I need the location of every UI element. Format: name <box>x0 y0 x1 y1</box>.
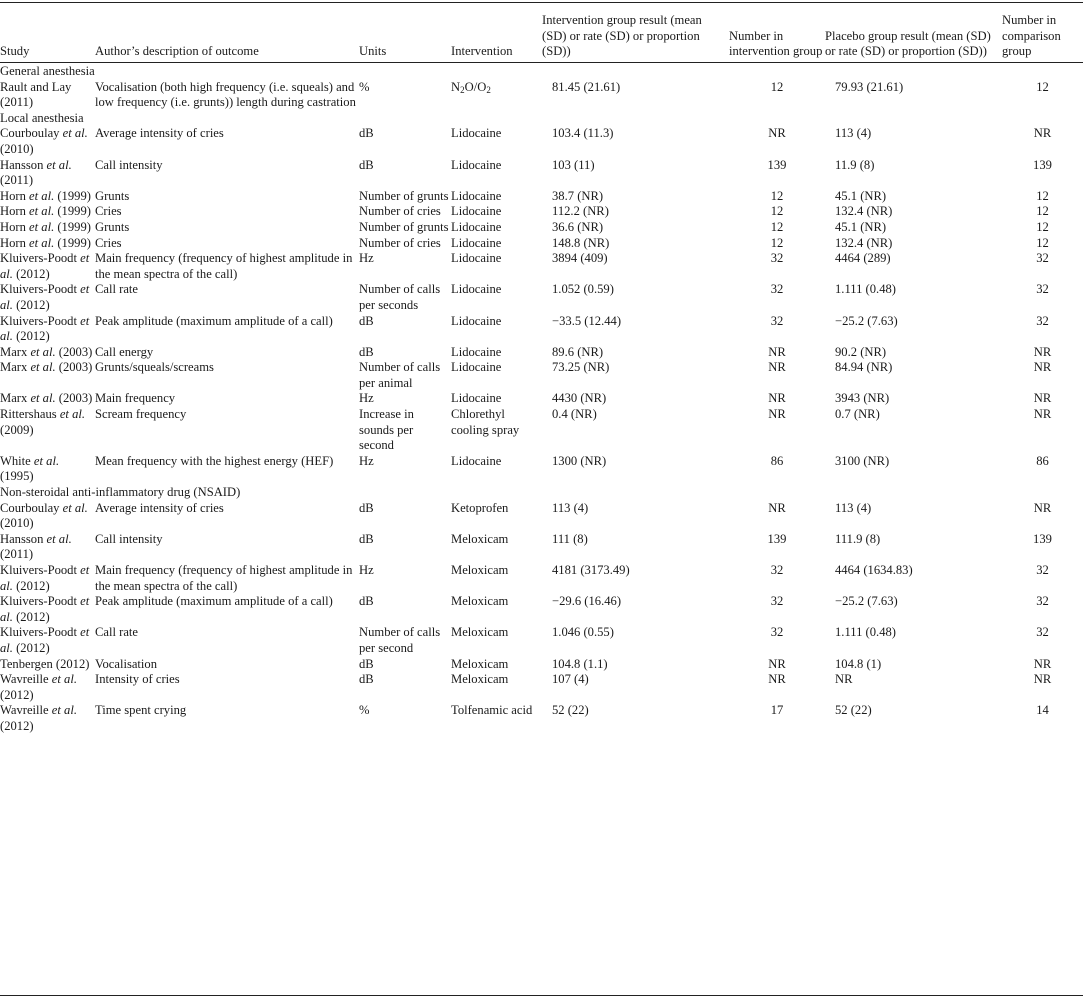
cell-intervention-result: −33.5 (12.44) <box>552 313 622 328</box>
cell-placebo-result: −25.2 (7.63) <box>835 313 898 328</box>
section-heading-row <box>0 60 1083 80</box>
header-units: Units <box>359 44 387 59</box>
cell-intervention-result: 103.4 (11.3) <box>552 126 614 141</box>
cell-intervention-result: 111 (8) <box>552 531 588 546</box>
table-row <box>0 360 1083 391</box>
table-row <box>0 189 1083 205</box>
cell-study: Horn et al. (1999) <box>0 219 91 234</box>
table-row <box>0 236 1083 252</box>
cell-study: Kluivers-Poodt et al. (2012) <box>0 625 90 655</box>
table-row <box>0 532 1083 563</box>
section-heading: Non-steroidal anti-inflammatory drug (NSAID) <box>0 485 241 500</box>
cell-units: Number of calls per second <box>359 625 441 655</box>
cell-placebo-result: 113 (4) <box>835 126 872 141</box>
cell-comparison-n: NR <box>1033 656 1052 671</box>
table-row <box>0 204 1083 220</box>
cell-study: Marx et al. (2003) <box>0 344 93 359</box>
cell-description: Call intensity <box>95 531 163 546</box>
cell-intervention-n: NR <box>768 407 786 422</box>
cell-intervention-result: 52 (22) <box>552 703 589 718</box>
cell-intervention: Lidocaine <box>451 126 502 141</box>
cell-comparison-n: 32 <box>1036 313 1049 328</box>
header-study: Study <box>0 44 30 59</box>
cell-intervention-n: NR <box>768 656 786 671</box>
table-row <box>0 657 1083 673</box>
cell-intervention-n: 32 <box>770 563 784 577</box>
cell-intervention: Lidocaine <box>451 157 502 172</box>
table-row <box>0 454 1083 485</box>
cell-intervention-n: 139 <box>767 157 787 172</box>
table-row <box>0 314 1083 345</box>
cell-study: White et al. (1995) <box>0 453 60 484</box>
cell-description: Vocalisation (both high frequency (i.e. squeals) and low frequency (i.e. grunts)) length during castration <box>95 79 356 110</box>
cell-placebo-result: 1.111 (0.48) <box>835 625 896 640</box>
cell-comparison-n: 12 <box>1036 235 1049 250</box>
cell-comparison-n: 32 <box>1036 282 1049 297</box>
cell-intervention: Meloxicam <box>451 531 509 546</box>
cell-study: Marx et al. (2003) <box>0 360 93 375</box>
cell-intervention-result: 4430 (NR) <box>552 391 607 406</box>
cell-intervention: Meloxicam <box>451 672 509 687</box>
table-row <box>0 251 1083 282</box>
cell-comparison-n: 32 <box>1036 251 1049 266</box>
table-row <box>0 672 1083 703</box>
cell-comparison-n: 86 <box>1036 453 1049 468</box>
cell-description: Cries <box>95 235 122 250</box>
cell-intervention: Lidocaine <box>451 391 502 406</box>
cell-description: Main frequency (frequency of highest amplitude in the mean spectra of the call) <box>95 251 353 281</box>
cell-intervention-n: 139 <box>767 531 787 546</box>
cell-intervention-n: 12 <box>770 204 784 219</box>
cell-intervention-n: 32 <box>770 313 784 328</box>
cell-comparison-n: NR <box>1033 500 1052 515</box>
table-row <box>0 126 1083 157</box>
cell-comparison-n: 12 <box>1036 188 1049 203</box>
cell-placebo-result: NR <box>835 672 853 687</box>
cell-description: Main frequency <box>95 391 176 406</box>
cell-intervention-result: −29.6 (16.46) <box>552 594 622 609</box>
cell-units: Hz <box>359 453 374 468</box>
table-row <box>0 282 1083 313</box>
cell-units: Number of cries <box>359 235 441 250</box>
cell-intervention: Chlorethyl cooling spray <box>451 407 520 437</box>
cell-study: Horn et al. (1999) <box>0 188 91 203</box>
cell-placebo-result: 132.4 (NR) <box>835 204 893 219</box>
cell-intervention-n: 86 <box>770 453 784 468</box>
cell-intervention-result: 1.046 (0.55) <box>552 625 614 640</box>
cell-intervention-n: 12 <box>770 79 784 94</box>
cell-intervention: Tolfenamic acid <box>451 703 533 718</box>
cell-intervention-n: NR <box>768 391 786 406</box>
cell-description: Call rate <box>95 625 139 640</box>
cell-units: dB <box>359 594 374 609</box>
cell-description: Average intensity of cries <box>95 500 224 515</box>
cell-comparison-n: 139 <box>1033 157 1052 172</box>
cell-intervention-n: NR <box>768 126 786 141</box>
cell-study: Rittershaus et al. (2009) <box>0 407 86 437</box>
cell-units: dB <box>359 500 374 515</box>
bottom-rule <box>0 995 1083 996</box>
cell-description: Scream frequency <box>95 407 187 422</box>
cell-intervention: Lidocaine <box>451 235 502 250</box>
cell-placebo-result: −25.2 (7.63) <box>835 594 898 609</box>
cell-intervention-n: 12 <box>770 219 784 234</box>
cell-intervention: Lidocaine <box>451 313 502 328</box>
cell-comparison-n: 32 <box>1036 563 1049 577</box>
cell-intervention-result: 112.2 (NR) <box>552 204 609 219</box>
cell-units: dB <box>359 344 374 359</box>
cell-placebo-result: 3943 (NR) <box>835 391 890 406</box>
cell-intervention: Lidocaine <box>451 344 502 359</box>
cell-units: Number of grunts <box>359 219 449 234</box>
cell-description: Call rate <box>95 282 139 297</box>
cell-intervention-result: 89.6 (NR) <box>552 344 604 359</box>
cell-intervention-n: 12 <box>770 188 784 203</box>
cell-units: dB <box>359 126 374 141</box>
cell-intervention: Meloxicam <box>451 625 509 640</box>
cell-description: Grunts <box>95 188 130 203</box>
cell-placebo-result: 0.7 (NR) <box>835 407 880 422</box>
cell-intervention-n: 32 <box>770 625 784 640</box>
cell-intervention-result: 113 (4) <box>552 500 589 515</box>
cell-placebo-result: 113 (4) <box>835 500 872 515</box>
cell-intervention: Lidocaine <box>451 204 502 219</box>
cell-intervention-result: 107 (4) <box>552 672 589 687</box>
cell-placebo-result: 45.1 (NR) <box>835 188 887 203</box>
cell-intervention: $N_2O/O_2$ <box>451 79 491 95</box>
cell-study: Tenbergen (2012) <box>0 656 90 671</box>
cell-description: Average intensity of cries <box>95 126 224 141</box>
cell-description: Intensity of cries <box>95 672 180 687</box>
cell-description: Grunts <box>95 219 130 234</box>
cell-study: Marx et al. (2003) <box>0 391 93 406</box>
cell-comparison-n: 12 <box>1036 204 1049 219</box>
cell-comparison-n: 14 <box>1036 703 1049 718</box>
cell-study: Kluivers-Poodt et al. (2012) <box>0 313 90 344</box>
cell-units: dB <box>359 656 374 671</box>
table-row <box>0 345 1083 361</box>
cell-intervention: Lidocaine <box>451 453 502 468</box>
cell-intervention: Lidocaine <box>451 282 502 297</box>
table-row <box>0 80 1083 111</box>
cell-description: Call intensity <box>95 157 163 172</box>
cell-units: % <box>359 79 370 94</box>
table-row <box>0 158 1083 189</box>
cell-units: Hz <box>359 391 374 406</box>
cell-comparison-n: NR <box>1033 407 1052 422</box>
cell-units: Hz <box>359 563 374 577</box>
cell-intervention: Lidocaine <box>451 188 502 203</box>
cell-units: Number of calls per seconds <box>359 282 441 312</box>
top-rule <box>0 2 1083 3</box>
table-row <box>0 220 1083 236</box>
cell-study: Horn et al. (1999) <box>0 204 91 219</box>
cell-units: dB <box>359 313 374 328</box>
cell-units: % <box>359 703 370 718</box>
table-row <box>0 501 1083 532</box>
cell-placebo-result: 52 (22) <box>835 703 872 718</box>
outcomes-table <box>0 6 1083 735</box>
cell-units: Number of calls per animal <box>359 360 441 390</box>
cell-units: Hz <box>359 251 374 266</box>
cell-study: Kluivers-Poodt et al. (2012) <box>0 251 90 281</box>
cell-description: Vocalisation <box>95 656 158 671</box>
cell-comparison-n: 32 <box>1036 594 1049 609</box>
cell-comparison-n: NR <box>1033 391 1052 406</box>
cell-intervention-result: 1300 (NR) <box>552 453 607 468</box>
table-body <box>0 60 1083 735</box>
cell-study: Hansson et al. (2011) <box>0 157 72 188</box>
cell-placebo-result: 84.94 (NR) <box>835 360 893 375</box>
cell-comparison-n: 139 <box>1033 531 1052 546</box>
cell-description: Cries <box>95 204 122 219</box>
cell-intervention-n: NR <box>768 344 786 359</box>
cell-comparison-n: NR <box>1033 360 1052 375</box>
cell-intervention-n: 32 <box>770 251 784 266</box>
cell-placebo-result: 4464 (289) <box>835 251 891 266</box>
section-heading: General anesthesia <box>0 64 95 78</box>
cell-placebo-result: 79.93 (21.61) <box>835 79 904 94</box>
cell-intervention-result: 103 (11) <box>552 157 595 172</box>
cell-study: Courboulay et al. (2010) <box>0 500 88 531</box>
header-comparison-n: Number in comparison group <box>1002 13 1061 59</box>
table-row <box>0 625 1083 656</box>
cell-intervention: Meloxicam <box>451 563 509 577</box>
cell-intervention-n: NR <box>768 360 786 375</box>
cell-study: Kluivers-Poodt et al. (2012) <box>0 563 90 593</box>
cell-intervention: Lidocaine <box>451 360 502 375</box>
cell-intervention: Meloxicam <box>451 656 509 671</box>
cell-study: Horn et al. (1999) <box>0 235 91 250</box>
cell-intervention: Ketoprofen <box>451 500 509 515</box>
cell-intervention-n: 12 <box>770 235 784 250</box>
cell-description: Peak amplitude (maximum amplitude of a call) <box>95 594 333 609</box>
cell-intervention-n: 17 <box>770 703 784 718</box>
cell-placebo-result: 3100 (NR) <box>835 453 890 468</box>
cell-placebo-result: 1.111 (0.48) <box>835 282 896 297</box>
cell-units: Increase in sounds per second <box>359 407 414 453</box>
cell-placebo-result: 45.1 (NR) <box>835 219 887 234</box>
table-row <box>0 563 1083 594</box>
header-description: Author’s description of outcome <box>95 44 259 59</box>
cell-intervention-n: NR <box>768 500 786 515</box>
cell-study: Wavreille et al. (2012) <box>0 672 77 702</box>
cell-description: Call energy <box>95 344 154 359</box>
cell-units: Number of grunts <box>359 188 449 203</box>
cell-placebo-result: 111.9 (8) <box>835 531 881 546</box>
cell-placebo-result: 90.2 (NR) <box>835 344 887 359</box>
cell-description: Main frequency (frequency of highest amplitude in the mean spectra of the call) <box>95 563 353 593</box>
cell-description: Peak amplitude (maximum amplitude of a call) <box>95 313 333 328</box>
cell-units: dB <box>359 531 374 546</box>
cell-intervention: Lidocaine <box>451 251 502 266</box>
cell-comparison-n: 32 <box>1036 625 1049 640</box>
table-row <box>0 407 1083 454</box>
cell-comparison-n: 12 <box>1036 79 1049 94</box>
cell-study: Hansson et al. (2011) <box>0 531 72 562</box>
header-intervention-result: Intervention group result (mean (SD) or rate (SD) or proportion (SD)) <box>542 13 702 59</box>
cell-placebo-result: 4464 (1634.83) <box>835 563 913 577</box>
cell-description: Mean frequency with the highest energy (HEF) <box>95 453 334 468</box>
cell-intervention: Meloxicam <box>451 594 509 609</box>
cell-units: dB <box>359 672 374 687</box>
cell-intervention-result: 81.45 (21.61) <box>552 79 621 94</box>
cell-description: Time spent crying <box>95 703 187 718</box>
cell-intervention-result: 1.052 (0.59) <box>552 282 614 297</box>
cell-comparison-n: NR <box>1033 126 1052 141</box>
header-intervention: Intervention <box>451 44 513 59</box>
cell-study: Kluivers-Poodt et al. (2012) <box>0 594 90 624</box>
cell-intervention-result: 104.8 (1.1) <box>552 656 608 671</box>
section-heading: Local anesthesia <box>0 110 84 125</box>
cell-placebo-result: 132.4 (NR) <box>835 235 893 250</box>
cell-study: Kluivers-Poodt et al. (2012) <box>0 282 90 312</box>
cell-comparison-n: NR <box>1033 672 1052 687</box>
cell-intervention: Lidocaine <box>451 219 502 234</box>
table-header <box>0 6 1083 60</box>
cell-intervention-n: 32 <box>770 282 784 297</box>
section-heading-row <box>0 485 1083 501</box>
cell-comparison-n: 12 <box>1036 219 1049 234</box>
cell-intervention-result: 4181 (3173.49) <box>552 563 630 577</box>
cell-study: Rault and Lay (2011) <box>0 79 72 110</box>
cell-intervention-result: 148.8 (NR) <box>552 235 610 250</box>
cell-intervention-result: 3894 (409) <box>552 251 608 266</box>
cell-intervention-result: 38.7 (NR) <box>552 188 604 203</box>
header-placebo-result: Placebo group result (mean (SD) or rate (SD) or proportion (SD)) <box>825 28 991 59</box>
cell-description: Grunts/squeals/screams <box>95 360 214 375</box>
header-intervention-n: Number in intervention group <box>729 28 823 59</box>
cell-intervention-result: 0.4 (NR) <box>552 407 597 422</box>
cell-intervention-result: 73.25 (NR) <box>552 360 610 375</box>
cell-intervention-n: 32 <box>770 594 784 609</box>
cell-comparison-n: NR <box>1033 344 1052 359</box>
table-row <box>0 703 1083 734</box>
cell-intervention-result: 36.6 (NR) <box>552 219 604 234</box>
table-row <box>0 594 1083 625</box>
cell-intervention-n: NR <box>768 672 786 687</box>
cell-study: Courboulay et al. (2010) <box>0 126 88 156</box>
section-heading-row <box>0 111 1083 127</box>
cell-placebo-result: 104.8 (1) <box>835 656 882 671</box>
cell-units: Number of cries <box>359 204 441 219</box>
cell-units: dB <box>359 157 374 172</box>
table-row <box>0 391 1083 407</box>
cell-placebo-result: 11.9 (8) <box>835 157 875 172</box>
cell-study: Wavreille et al. (2012) <box>0 703 77 733</box>
